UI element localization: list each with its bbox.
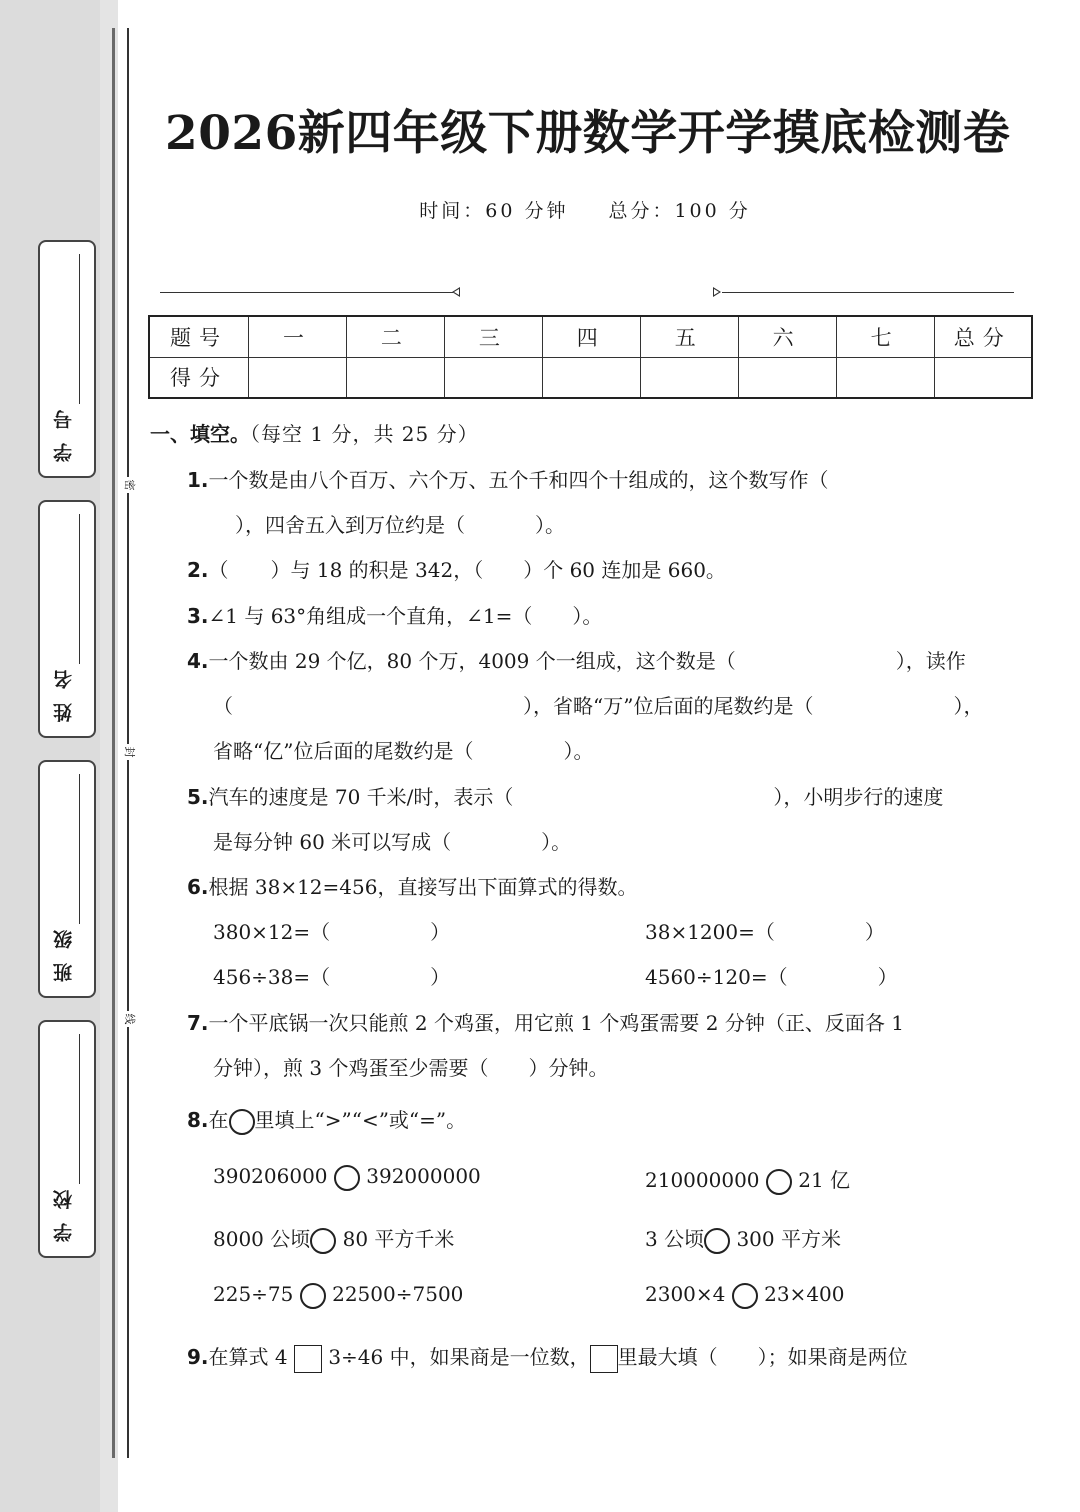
question-4-text-5: ），	[953, 694, 984, 718]
question-6-eq-1	[213, 916, 450, 945]
question-3-line	[187, 600, 602, 629]
question-9-text: 在算式 4	[208, 1345, 288, 1369]
question-3-text: ∠1 与 63°角组成一个直角，∠1=（	[208, 604, 533, 628]
comparison-left: 390206000	[213, 1164, 328, 1188]
comparison-row	[213, 1164, 481, 1191]
question-6-eq-2-text: 38×1200=（	[645, 920, 775, 944]
score-cell[interactable]	[640, 357, 738, 398]
binding-strip-inner	[0, 0, 100, 1512]
question-6-eq-4-text: 4560÷120=（	[645, 965, 788, 989]
question-7-text: 一个平底锅一次只能煎 2 个鸡蛋，用它煎 1 个鸡蛋需要 2 分钟（正、反面各 1	[208, 1011, 904, 1035]
comparison-row	[213, 1282, 463, 1309]
score-table-score-label: 得分	[149, 357, 249, 398]
divider-left	[160, 292, 453, 293]
question-5-line-1	[187, 781, 943, 810]
comparison-left: 8000 公顷	[213, 1227, 311, 1251]
question-6-eq-1-close: ）	[430, 920, 451, 944]
question-2-text-3: ）个 60 连加是 660。	[523, 558, 726, 582]
class-label: 班级	[53, 916, 75, 982]
school-underline	[79, 1034, 80, 1184]
comparison-row	[645, 1223, 841, 1254]
comparison-left: 210000000	[645, 1168, 760, 1192]
question-6-text: 根据 38×12=456，直接写出下面算式的得数。	[208, 875, 638, 899]
section-1-title: 一、填空。	[150, 422, 250, 446]
question-5-text-3: 是每分钟 60 米可以写成（	[213, 830, 452, 854]
question-6-eq-3	[213, 961, 450, 990]
score-col-4: 四	[542, 316, 640, 357]
comparison-circle[interactable]	[732, 1283, 758, 1309]
score-cell[interactable]	[836, 357, 934, 398]
question-3-number: 3.	[187, 604, 209, 628]
comparison-right: 392000000	[366, 1164, 481, 1188]
question-1-text: 一个数是由八个百万、六个万、五个千和四个十组成的，这个数写作（	[208, 468, 829, 492]
question-9-number: 9.	[187, 1345, 209, 1369]
score-cell[interactable]	[934, 357, 1032, 398]
question-5-text: 汽车的速度是 70 千米/时，表示（	[208, 785, 514, 809]
student-id-box	[38, 240, 96, 478]
divider-right-arrow-inner	[714, 289, 719, 295]
question-3-text-2: ）。	[572, 604, 603, 628]
question-6-number: 6.	[187, 875, 209, 899]
circle-icon	[229, 1109, 255, 1135]
section-1-note: （每空 1 分，共 25 分）	[250, 422, 479, 446]
question-1-line-2	[215, 509, 565, 538]
score-col-7: 七	[836, 316, 934, 357]
score-col-6: 六	[738, 316, 836, 357]
question-8-line	[187, 1104, 466, 1135]
student-id-underline	[79, 254, 80, 404]
score-col-5: 五	[640, 316, 738, 357]
score-cell[interactable]	[249, 357, 347, 398]
question-2-line	[187, 554, 726, 583]
question-6-eq-2	[645, 916, 885, 945]
exam-total-score: 总分：100 分	[608, 200, 751, 222]
question-7-text-2: 分钟），煎 3 个鸡蛋至少需要（	[213, 1056, 489, 1080]
divider-left-arrow-inner	[454, 289, 459, 295]
comparison-right: 23×400	[764, 1282, 845, 1306]
question-6-eq-3-close: ）	[430, 965, 451, 989]
question-5-text-2: ），小明步行的速度	[773, 785, 944, 809]
question-7-text-3: ）分钟。	[528, 1056, 609, 1080]
question-6-eq-4-close: ）	[877, 965, 898, 989]
question-6-line	[187, 871, 637, 900]
score-table-score-row	[149, 357, 1032, 398]
divider-right	[722, 292, 1014, 293]
comparison-left: 225÷75	[213, 1282, 294, 1306]
student-name-label: 姓名	[53, 656, 75, 722]
question-9-text-2: 3÷46 中，如果商是一位数，	[328, 1345, 590, 1369]
comparison-right: 300 平方米	[736, 1227, 841, 1251]
class-box	[38, 760, 96, 998]
question-1-number: 1.	[187, 468, 209, 492]
digit-box[interactable]	[294, 1345, 322, 1373]
question-4-number: 4.	[187, 649, 209, 673]
question-4-text-4: ），省略“万”位后面的尾数约是（	[523, 694, 814, 718]
question-2-text-2: ）与 18 的积是 342，（	[270, 558, 484, 582]
comparison-right: 21 亿	[798, 1168, 851, 1192]
exam-time: 时间：60 分钟	[419, 200, 569, 222]
comparison-right: 80 平方千米	[342, 1227, 455, 1251]
question-6-eq-4	[645, 961, 898, 990]
comparison-row	[213, 1223, 454, 1254]
question-4-text-3: （	[213, 694, 233, 718]
question-6-eq-2-close: ）	[864, 920, 885, 944]
exam-meta	[160, 196, 1010, 223]
question-1-text-3: ）。	[535, 513, 565, 537]
school-box	[38, 1020, 96, 1258]
score-col-1: 一	[249, 316, 347, 357]
seal-char-xian: 线	[122, 1011, 136, 1027]
question-1-text-2: ），四舍五入到万位约是（	[235, 513, 465, 537]
score-col-3: 三	[444, 316, 542, 357]
question-4-text: 一个数由 29 个亿，80 个万，4009 个一组成，这个数是（	[208, 649, 736, 673]
question-5-text-4: ）。	[541, 830, 572, 854]
question-2-number: 2.	[187, 558, 209, 582]
question-8-number: 8.	[187, 1108, 209, 1132]
binding-border-line	[112, 28, 115, 1458]
question-4-line-3	[213, 735, 593, 764]
comparison-circle[interactable]	[704, 1228, 730, 1254]
question-4-line-2	[213, 690, 983, 719]
question-9-text-3: 里最大填（	[617, 1345, 718, 1369]
exam-title: 2026新四年级下册数学开学摸底检测卷	[165, 106, 1011, 161]
question-6-eq-1-text: 380×12=（	[213, 920, 331, 944]
comparison-circle[interactable]	[300, 1283, 326, 1309]
score-cell[interactable]	[738, 357, 836, 398]
comparison-circle[interactable]	[310, 1228, 336, 1254]
question-8-text-2: 里填上“>”“<”或“=”。	[254, 1108, 467, 1132]
seal-line	[127, 28, 129, 1458]
school-label: 学校	[53, 1176, 75, 1242]
digit-box-icon	[590, 1345, 618, 1373]
student-name-underline	[79, 514, 80, 664]
seal-char-mi: 密	[122, 477, 136, 493]
score-table-header-row	[149, 316, 1032, 357]
question-7-line-1	[187, 1007, 904, 1036]
question-5-line-2	[213, 826, 571, 855]
question-4-text-6: 省略“亿”位后面的尾数约是（	[213, 739, 474, 763]
score-cell[interactable]	[542, 357, 640, 398]
comparison-left: 3 公顷	[645, 1227, 705, 1251]
section-1-heading	[150, 418, 479, 447]
score-cell[interactable]	[346, 357, 444, 398]
question-4-text-7: ）。	[563, 739, 594, 763]
question-1-line-1	[187, 464, 829, 493]
student-name-box	[38, 500, 96, 738]
question-4-text-2: ），读作	[895, 649, 966, 673]
question-6-eq-3-text: 456÷38=（	[213, 965, 331, 989]
question-7-number: 7.	[187, 1011, 209, 1035]
student-id-label: 学号	[53, 396, 75, 462]
comparison-row	[645, 1282, 845, 1309]
question-9-text-4: ）；如果商是两位	[757, 1345, 908, 1369]
question-2-text: （	[208, 558, 229, 582]
comparison-right: 22500÷7500	[332, 1282, 464, 1306]
comparison-row	[645, 1164, 850, 1195]
score-col-total: 总分	[934, 316, 1032, 357]
score-col-2: 二	[346, 316, 444, 357]
score-table	[148, 315, 1033, 399]
question-7-line-2	[213, 1052, 608, 1081]
question-9-line	[187, 1341, 908, 1373]
question-4-line-1	[187, 645, 966, 674]
question-5-number: 5.	[187, 785, 209, 809]
question-8-text: 在	[208, 1108, 229, 1132]
seal-char-feng: 封	[122, 744, 136, 760]
score-cell[interactable]	[444, 357, 542, 398]
comparison-circle[interactable]	[766, 1169, 792, 1195]
comparison-circle[interactable]	[334, 1165, 360, 1191]
class-underline	[79, 774, 80, 924]
score-table-header-label: 题号	[149, 316, 249, 357]
comparison-left: 2300×4	[645, 1282, 726, 1306]
